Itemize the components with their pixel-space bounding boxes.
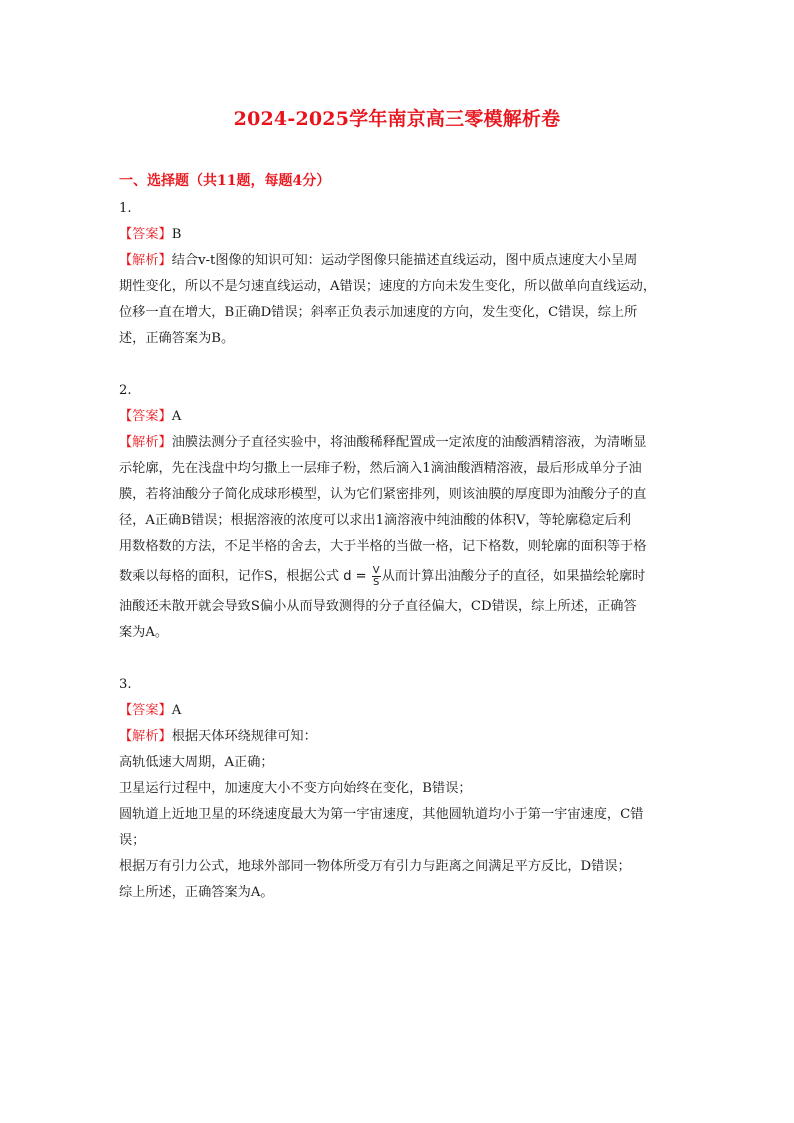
analysis-tag: 【解析】 [119,253,172,268]
analysis-line: 根据万有引力公式，地球外部同一物体所受万有引力与距离之间满足平方反比，D错误； [119,859,631,874]
analysis-line: 卫星运行过程中，加速度大小不变方向始终在变化，B错误； [119,781,472,796]
analysis-line: 示轮廓，先在浅盘中均匀撒上一层痱子粉，然后滴入1滴油酸酒精溶液，最后形成单分子油 [119,461,642,476]
question-3 [119,672,679,906]
formula-lhs: d = [343,569,367,584]
analysis-tag: 【解析】 [119,435,172,450]
question-1 [119,196,679,352]
analysis-text: 数乘以每格的面积，记作S，根据公式 [119,569,340,584]
analysis-line: 膜，若将油酸分子简化成球形模型，认为它们紧密排列，则该油膜的厚度即为油酸分子的直 [119,487,647,502]
analysis-text: 油膜法测分子直径实验中，将油酸稀释配置成一定浓度的油酸酒精溶液，为清晰显 [171,435,647,450]
analysis-line: 综上所述，正确答案为A。 [119,885,274,900]
answer-line [119,222,679,248]
analysis-line: 期性变化，所以不是匀速直线运动，A错误；速度的方向未发生变化，所以做单向直线运动， [119,279,657,294]
analysis-line: 径，A正确B错误；根据溶液的浓度可以求出1滴溶液中纯油酸的体积V，等轮廓稳定后利 [119,513,631,528]
analysis-line: 误； [119,833,146,848]
formula-line [119,560,679,594]
analysis-tag: 【解析】 [119,729,172,744]
analysis-line: 案为A。 [119,625,169,640]
formula-denominator: S [372,577,380,588]
analysis-line: 位移一直在增大，B正确D错误；斜率正负表示加速度的方向，发生变化，C错误，综上所 [119,305,638,320]
analysis-text: 从而计算出油酸分子的直径，如果描绘轮廓时 [381,569,646,584]
answer-tag: 【答案】 [119,703,172,718]
document-body [119,168,679,906]
analysis-text: 结合v-t图像的知识可知：运动学图像只能描述直线运动，图中质点速度大小呈周 [171,253,638,268]
spacer [119,352,679,378]
formula-fraction [372,565,381,588]
analysis-text: 根据天体环绕规律可知： [171,729,317,744]
analysis-line: 圆轨道上近地卫星的环绕速度最大为第一宇宙速度，其他圆轨道均小于第一宇宙速度，C错 [119,807,644,822]
analysis-line: 油酸还未散开就会导致S偏小从而导致测得的分子直径偏大，CD错误，综上所述，正确答 [119,599,637,614]
answer-tag: 【答案】 [119,227,172,242]
analysis-line: 用数格数的方法，不足半格的舍去，大于半格的当做一格，记下格数，则轮廓的面积等于格 [119,539,647,554]
answer-tag: 【答案】 [119,409,172,424]
answer-value: B [171,227,182,242]
analysis-line: 述，正确答案为B。 [119,331,235,346]
analysis-line [119,430,679,456]
question-number: 2. [119,383,132,398]
answer-value: A [171,703,182,718]
answer-line [119,404,679,430]
answer-line [119,698,679,724]
section-heading: 一、选择题（共11题，每题4分） [119,173,331,189]
document-title: 2024-2025学年南京高三零模解析卷 [233,108,561,130]
question-2 [119,378,679,646]
spacer [119,646,679,672]
answer-value: A [171,409,182,424]
formula-numerator: V [372,565,380,576]
analysis-line [119,248,679,274]
analysis-line: 高轨低速大周期，A正确； [119,755,274,770]
question-number: 3. [119,677,132,692]
question-number: 1. [119,201,132,216]
analysis-line [119,724,679,750]
